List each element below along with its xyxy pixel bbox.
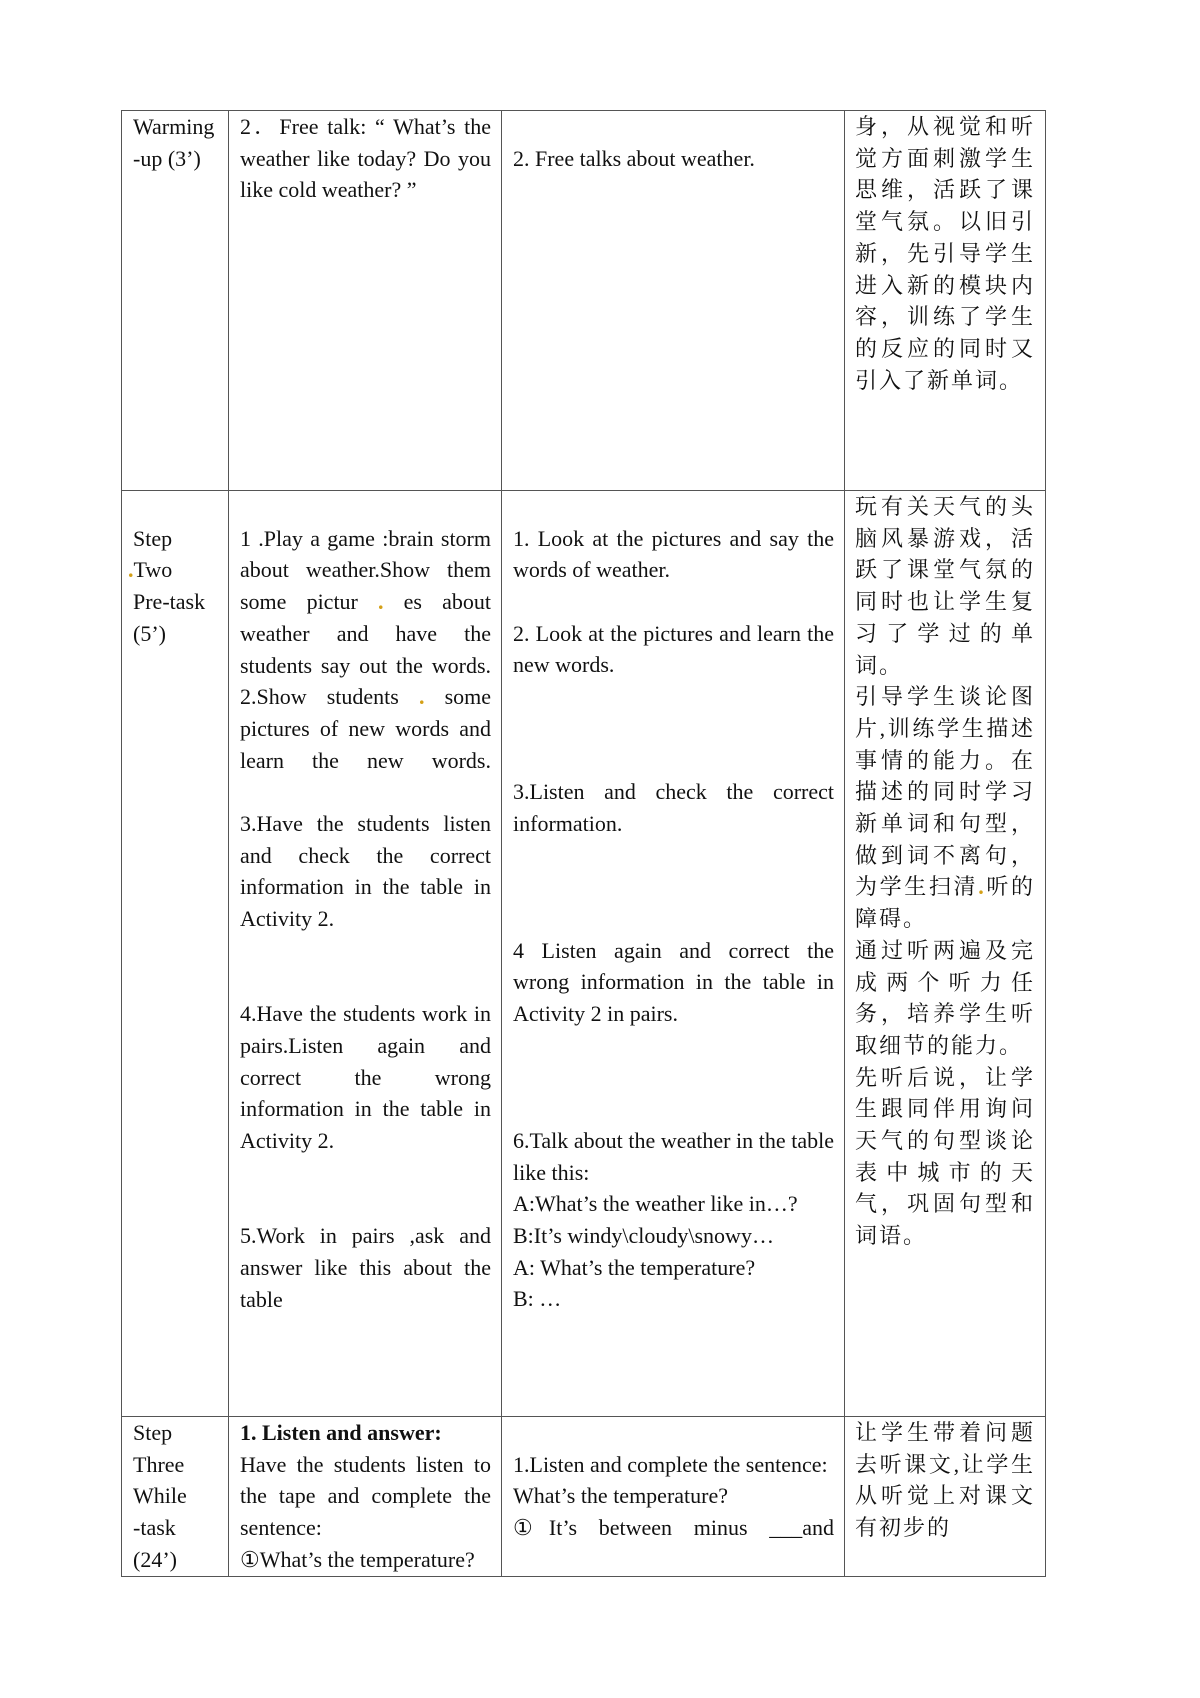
stage-line: -up (3’)	[133, 145, 201, 171]
teacher-activity-text: 1 .Play a game :brain storm about weather.Show them some pictur	[240, 525, 491, 615]
student-activity-text: ①It’s between minus ___and	[513, 1515, 834, 1541]
stage-cell	[122, 491, 229, 1417]
teacher-activity-cell	[229, 111, 502, 491]
student-activity-text: 1.Listen and complete the sentence:	[513, 1451, 828, 1477]
stage-line: (24’)	[133, 1546, 177, 1572]
student-activity-text: 6.Talk about the weather in the table like this:	[513, 1127, 834, 1185]
student-activity-cell	[502, 491, 845, 1417]
student-activity-text: 3.Listen and check the correct information.	[513, 779, 834, 836]
dot-mark: .	[978, 874, 986, 900]
student-activity-text: 2. Free talks about weather.	[513, 145, 755, 171]
teacher-step-1	[240, 523, 491, 682]
teacher-activity-cell	[229, 1417, 502, 1577]
purpose-cell	[845, 1417, 1046, 1577]
stage-line: Warming	[133, 114, 215, 139]
purpose-cell	[845, 111, 1046, 491]
dialogue-line: A: What’s the temperature?	[513, 1254, 756, 1280]
student-activity-text: What’s the temperature?	[513, 1483, 729, 1509]
dialogue-line: B: …	[513, 1286, 562, 1312]
stage-line: While	[133, 1483, 187, 1509]
stage-line: (5’)	[133, 620, 166, 646]
teacher-activity-text: 2．Free talk: “ What’s the weather like today? Do you like cold weather? ”	[240, 114, 491, 203]
dot-mark: .	[418, 684, 425, 710]
teacher-activity-cell	[229, 491, 502, 1417]
table-row	[122, 1417, 1046, 1577]
purpose-cell	[845, 491, 1046, 1417]
stage-line: Two	[133, 557, 173, 583]
stage-line-wrap	[128, 554, 222, 586]
stage-line: Pre-task	[133, 589, 206, 615]
stage-line: Step	[133, 1420, 173, 1445]
purpose-text: 让学生带着问题去听课文,让学生从听觉上对课文有初步的	[855, 1420, 1035, 1541]
student-activity-cell	[502, 1417, 845, 1577]
purpose-text: 身，从视觉和听觉方面刺激学生思维，活跃了课堂气氛。以旧引新，先引导学生进入新的模块内容，训练了学生的反应的同时又引入了新单词。	[855, 114, 1035, 393]
teacher-activity-text: ①What’s the temperature?	[240, 1546, 475, 1572]
teacher-activity-text: es about weather and have the students say out the words.	[240, 589, 492, 678]
stage-line: Three	[133, 1451, 185, 1477]
stage-cell	[122, 111, 229, 491]
lesson-plan-table	[121, 110, 1046, 1577]
section-heading: 1. Listen and answer:	[240, 1420, 442, 1445]
purpose-text: 听的障碍。	[855, 874, 1035, 932]
student-activity-cell	[502, 111, 845, 491]
table-row	[122, 111, 1046, 491]
student-activity-text: 1. Look at the pictures and say the words of weather.	[513, 525, 834, 583]
teacher-activity-text: 2.Show students	[240, 684, 399, 710]
purpose-text: 玩有关天气的头脑风暴游戏，活跃了课堂气氛的同时也让学生复习了学过的单词。	[855, 494, 1035, 678]
purpose-text: 先听后说，让学生跟同伴用询问天气的句型谈论表中城市的天气，巩固句型和词语。	[855, 1064, 1035, 1249]
purpose-text: 通过听两遍及完成两个听力任务，培养学生听取细节的能力。	[855, 937, 1035, 1058]
dot-mark: .	[378, 589, 384, 615]
dot-mark: .	[128, 557, 134, 583]
teacher-activity-text: 3.Have the students listen and check the correct information in the table in Activity 2.	[240, 811, 491, 932]
teacher-activity-text: 5.Work in pairs ,ask and answer like this about the table	[240, 1223, 491, 1312]
stage-cell	[122, 1417, 229, 1577]
teacher-activity-text: 4.Have the students work in pairs.Listen again and correct the wrong information in the table in Activity 2.	[240, 1001, 491, 1154]
stage-line: Step	[133, 525, 173, 551]
table-row	[122, 491, 1046, 1417]
teacher-activity-text: Have the students listen to the tape and complete the sentence:	[240, 1451, 491, 1541]
dialogue-line: B:It’s windy\cloudy\snowy…	[513, 1223, 774, 1249]
teacher-step-2	[240, 681, 491, 776]
teacher-activity-text: some pictures of new words and learn the new words.	[240, 684, 492, 773]
student-activity-text: 4 Listen again and correct the wrong information in the table in Activity 2 in pairs.	[513, 937, 834, 1027]
purpose-text: 引导学生谈论图片,训练学生描述事情的能力。在描述的同时学习新单词和句型，做到词不离句，为学生扫清	[855, 684, 1035, 900]
stage-line: -task	[133, 1515, 176, 1541]
purpose-para-2	[855, 681, 1035, 935]
student-activity-text: 2. Look at the pictures and learn the new words.	[513, 620, 834, 678]
dialogue-line: A:What’s the weather like in…?	[513, 1191, 798, 1217]
